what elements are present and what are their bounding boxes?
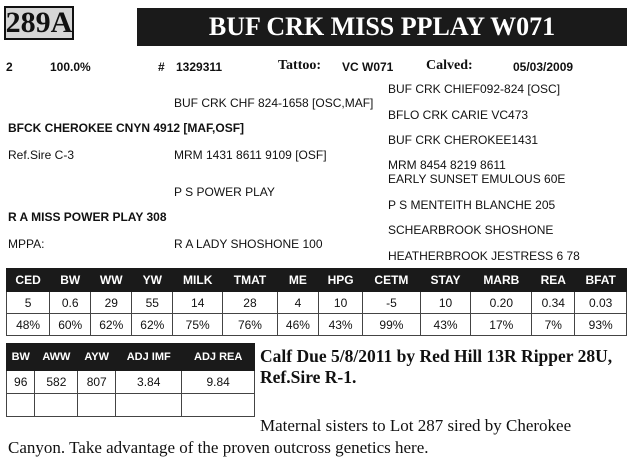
epd-header: STAY — [420, 269, 471, 292]
epd-header: HPG — [318, 269, 362, 292]
performance-blank — [182, 394, 255, 417]
performance-blank-row — [7, 394, 255, 417]
lot-number-box — [4, 6, 74, 40]
performance-value-row — [7, 371, 255, 394]
epd-percentile: 93% — [575, 314, 627, 336]
epd-header: CETM — [363, 269, 420, 292]
quantity: 2 — [6, 60, 13, 74]
epd-header: BW — [50, 269, 91, 292]
tattoo-value: VC W071 — [342, 60, 394, 74]
epd-percentile: 43% — [420, 314, 471, 336]
pedigree-dsd: P S MENTEITH BLANCHE 205 — [388, 198, 556, 212]
epd-percentile-row — [7, 314, 627, 336]
epd-header: TMAT — [223, 269, 278, 292]
pedigree-ssd: BFLO CRK CARIE VC473 — [388, 108, 529, 122]
performance-table — [6, 343, 255, 417]
performance-value: 9.84 — [182, 371, 255, 394]
epd-value: 0.6 — [50, 292, 91, 314]
epd-value: 29 — [91, 292, 132, 314]
animal-name: BUF CRK MISS PPLAY W071 — [208, 12, 556, 41]
calved-label: Calved: — [426, 58, 473, 73]
epd-percentile: 46% — [277, 314, 318, 336]
performance-value: 582 — [35, 371, 78, 394]
epd-value: 10 — [318, 292, 362, 314]
percent-blood: 100.0% — [50, 60, 91, 74]
pedigree-sd: MRM 1431 8611 9109 [OSF] — [174, 148, 327, 162]
epd-header: REA — [532, 269, 575, 292]
maternal-note-line1: Maternal sisters to Lot 287 sired by Cherokee — [260, 416, 572, 435]
epd-percentile: 76% — [223, 314, 278, 336]
epd-value: 55 — [132, 292, 173, 314]
pedigree-dss: EARLY SUNSET EMULOUS 60E — [388, 172, 566, 186]
epd-value: 5 — [7, 292, 50, 314]
epd-header: MILK — [173, 269, 223, 292]
epd-percentile: 48% — [7, 314, 50, 336]
pedigree-sds: BUF CRK CHEROKEE1431 — [388, 133, 539, 147]
epd-header: WW — [91, 269, 132, 292]
performance-header-row — [7, 344, 255, 371]
dam-mppa: MPPA: — [8, 237, 45, 251]
pedigree-sss: BUF CRK CHIEF092-824 [OSC] — [388, 82, 561, 96]
pedigree-ddd: HEATHERBROOK JESTRESS 6 78 — [388, 249, 580, 263]
sire-reference: Ref.Sire C-3 — [8, 148, 75, 162]
performance-value: 3.84 — [116, 371, 182, 394]
epd-value: 10 — [420, 292, 471, 314]
maternal-note-line2: Canyon. Take advantage of the proven outcross genetics here. — [8, 438, 429, 457]
epd-header: ME — [277, 269, 318, 292]
epd-header: CED — [7, 269, 50, 292]
animal-name-bar — [137, 8, 627, 46]
epd-header-row — [7, 269, 627, 292]
epd-percentile: 60% — [50, 314, 91, 336]
epd-value-row — [7, 292, 627, 314]
pedigree-ss: BUF CRK CHF 824-1658 [OSC,MAF] — [174, 96, 374, 110]
pedigree-dam: R A MISS POWER PLAY 308 — [8, 210, 167, 224]
performance-blank — [78, 394, 116, 417]
performance-blank — [35, 394, 78, 417]
epd-percentile: 7% — [532, 314, 575, 336]
performance-header: ADJ IMF — [116, 344, 182, 371]
epd-value: 14 — [173, 292, 223, 314]
epd-value: 0.34 — [532, 292, 575, 314]
performance-blank — [116, 394, 182, 417]
performance-header: BW — [7, 344, 35, 371]
epd-value: 0.20 — [471, 292, 532, 314]
pedigree-sdd: MRM 8454 8219 8611 — [388, 158, 506, 172]
epd-value: 0.03 — [575, 292, 627, 314]
epd-header: MARB — [471, 269, 532, 292]
epd-percentile: 75% — [173, 314, 223, 336]
epd-percentile: 62% — [132, 314, 173, 336]
epd-header: BFAT — [575, 269, 627, 292]
performance-value: 96 — [7, 371, 35, 394]
performance-value: 807 — [78, 371, 116, 394]
epd-value: 28 — [223, 292, 278, 314]
epd-table — [6, 268, 627, 336]
performance-header: ADJ REA — [182, 344, 255, 371]
performance-header: AYW — [78, 344, 116, 371]
registration-number: 1329311 — [176, 60, 223, 74]
epd-percentile: 99% — [363, 314, 420, 336]
epd-percentile: 17% — [471, 314, 532, 336]
epd-percentile: 62% — [91, 314, 132, 336]
epd-value: 4 — [277, 292, 318, 314]
epd-percentile: 43% — [318, 314, 362, 336]
registration-label: # — [158, 60, 165, 74]
epd-value: -5 — [363, 292, 420, 314]
epd-header: YW — [132, 269, 173, 292]
tattoo-label: Tattoo: — [278, 58, 322, 73]
pedigree-sire: BFCK CHEROKEE CNYN 4912 [MAF,OSF] — [8, 121, 245, 135]
pedigree-dds: SCHEARBROOK SHOSHONE — [388, 223, 554, 237]
calf-due-note: Calf Due 5/8/2011 by Red Hill 13R Ripper 28U, Ref.Sire R-1. — [260, 346, 613, 387]
pedigree-dd: R A LADY SHOSHONE 100 — [174, 237, 323, 251]
lot-number: 289A — [5, 6, 73, 39]
performance-header: AWW — [35, 344, 78, 371]
performance-blank — [7, 394, 35, 417]
pedigree-ds: P S POWER PLAY — [174, 185, 275, 199]
calved-date: 05/03/2009 — [513, 60, 574, 74]
